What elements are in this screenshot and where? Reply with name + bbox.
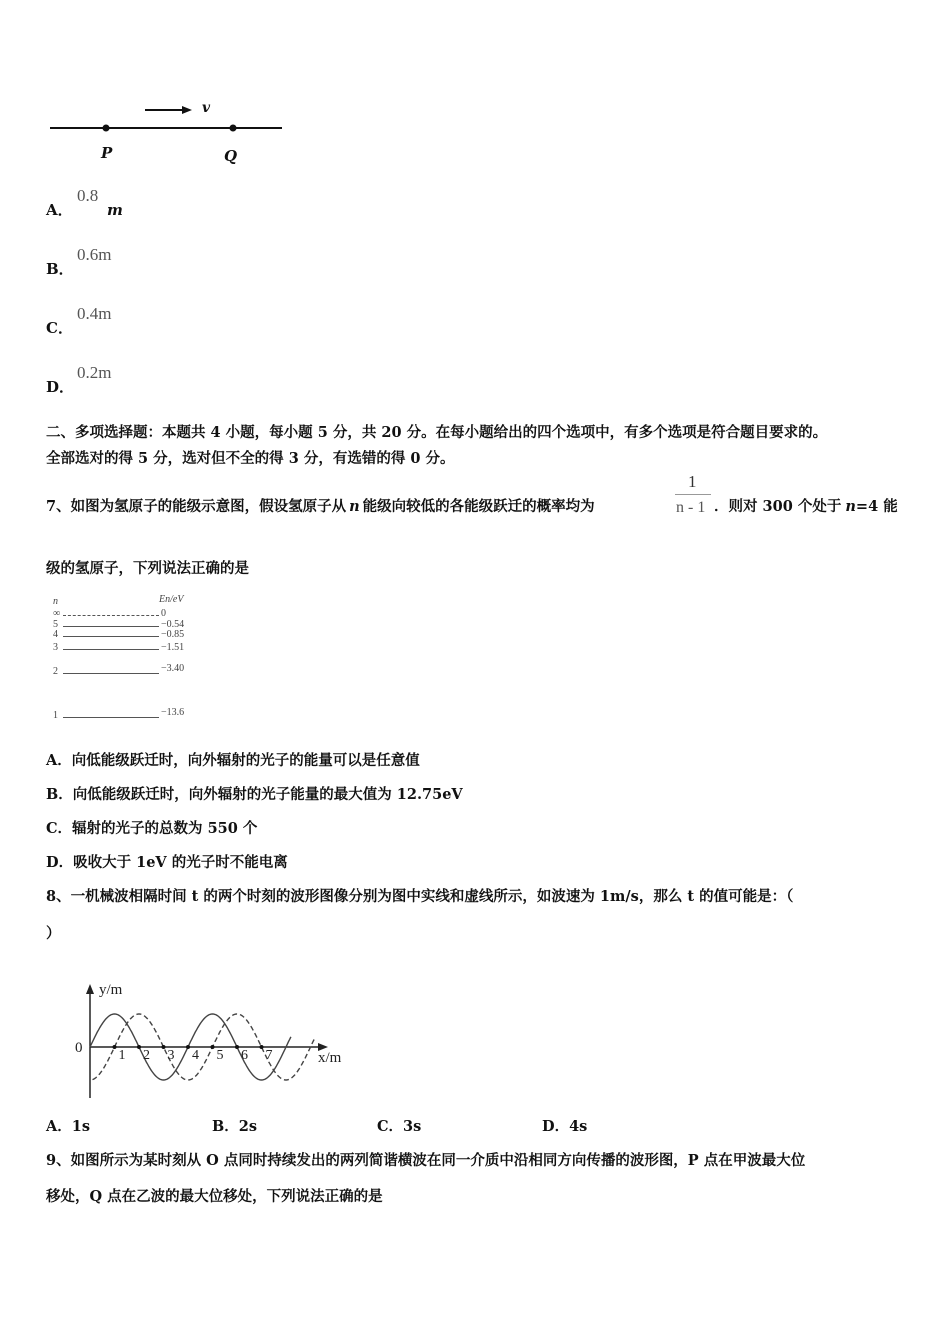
x-tick-label: 7 xyxy=(265,1048,273,1063)
y-axis-label: y/m xyxy=(99,982,123,998)
option-a-unit: m xyxy=(107,201,123,219)
q7-option-d: D．吸收大于 1eV 的光子时不能电离 xyxy=(46,854,288,871)
q7-option-c: C．辐射的光子的总数为 550 个 xyxy=(46,820,258,837)
energy-axis-label: En/eV xyxy=(159,594,184,605)
q7-text-tail: ．则对 300 个处于 n=4 能 xyxy=(714,498,898,515)
option-d-label: D． xyxy=(46,378,75,396)
tick-dot xyxy=(235,1045,239,1049)
n-axis-label: n xyxy=(53,596,58,607)
fraction-numerator: 1 xyxy=(688,472,697,491)
x-tick-label: 4 xyxy=(192,1048,199,1063)
q7-text: 7、如图为氢原子的能级示意图，假设氢原子从 n 能级向较低的各能级跃迁的概率均为 xyxy=(46,498,595,515)
x-tick-label: 5 xyxy=(216,1048,224,1063)
level-n-label: 4 xyxy=(53,629,58,640)
q8-option-c: C．3s xyxy=(377,1118,422,1135)
level-energy-label: −13.6 xyxy=(161,707,185,718)
tick-dot xyxy=(113,1045,117,1049)
level-n-label: 5 xyxy=(53,619,58,630)
level-energy-label: −0.54 xyxy=(161,619,185,630)
q9-text-line2: 移处，Q 点在乙波的最大位移处，下列说法正确的是 xyxy=(46,1188,383,1205)
tick-dot xyxy=(260,1045,264,1049)
y-axis-arrow-icon xyxy=(86,984,94,994)
option-a-label: A． xyxy=(46,201,73,219)
level-n-label: 3 xyxy=(53,642,58,653)
origin-label: 0 xyxy=(75,1040,83,1056)
tick-dot xyxy=(211,1045,215,1049)
x-axis-label: x/m xyxy=(318,1050,342,1066)
section-heading-line2: 全部选对的得 5 分，选对但不全的得 3 分，有选错的得 0 分。 xyxy=(46,450,455,467)
option-c-label: C． xyxy=(46,319,73,337)
option-b-label: B． xyxy=(46,260,74,278)
option-c-value: 0.4m xyxy=(77,304,112,323)
level-n-label: 1 xyxy=(53,710,58,721)
x-tick-label: 3 xyxy=(167,1048,175,1063)
level-energy-label: −1.51 xyxy=(161,642,185,653)
tick-dot xyxy=(162,1045,166,1049)
q7-option-a: A．向低能级跃迁时，向外辐射的光子的能量可以是任意值 xyxy=(46,752,420,769)
tick-dot xyxy=(137,1045,141,1049)
tick-dot xyxy=(186,1045,190,1049)
point-q-label: Q xyxy=(224,147,238,165)
q8-option-d: D．4s xyxy=(542,1118,588,1135)
section-heading-line1: 二、多项选择题：本题共 4 小题，每小题 5 分，共 20 分。在每小题给出的四个选项中，有多个选项是符合题目要求的。 xyxy=(46,424,828,441)
level-energy-label: −0.85 xyxy=(161,629,185,640)
fraction-denominator: n - 1 xyxy=(676,499,706,516)
q8-text-line2: ） xyxy=(46,925,61,942)
q7-text-line2: 级的氢原子，下列说法正确的是 xyxy=(46,560,249,577)
q7-option-b: B．向低能级跃迁时，向外辐射的光子能量的最大值为 12.75eV xyxy=(46,786,463,803)
q8-option-b: B．2s xyxy=(212,1118,258,1135)
level-n-label: 2 xyxy=(53,666,58,677)
x-tick-label: 6 xyxy=(241,1048,248,1063)
q9-text: 9、如图所示为某时刻从 O 点同时持续发出的两列简谐横波在同一介质中沿相同方向传播的波形图，P 点在甲波最大位 xyxy=(46,1152,806,1169)
q8-text: 8、一机械波相隔时间 t 的两个时刻的波形图像分别为图中实线和虚线所示，如波速为 1m/s，那么 t 的值可能是：（ xyxy=(46,888,794,905)
option-a-value: 0.8 xyxy=(77,186,99,205)
x-tick-label: 1 xyxy=(118,1048,126,1063)
q8-option-a: A．1s xyxy=(46,1118,91,1135)
velocity-label: v xyxy=(202,100,211,116)
level-energy-label: 0 xyxy=(161,608,166,619)
x-tick-label: 2 xyxy=(143,1048,150,1063)
level-n-label: ∞ xyxy=(53,608,61,619)
point-p-label: P xyxy=(101,144,113,162)
option-b-value: 0.6m xyxy=(77,245,112,264)
option-d-value: 0.2m xyxy=(77,363,112,382)
level-energy-label: −3.40 xyxy=(161,663,185,674)
